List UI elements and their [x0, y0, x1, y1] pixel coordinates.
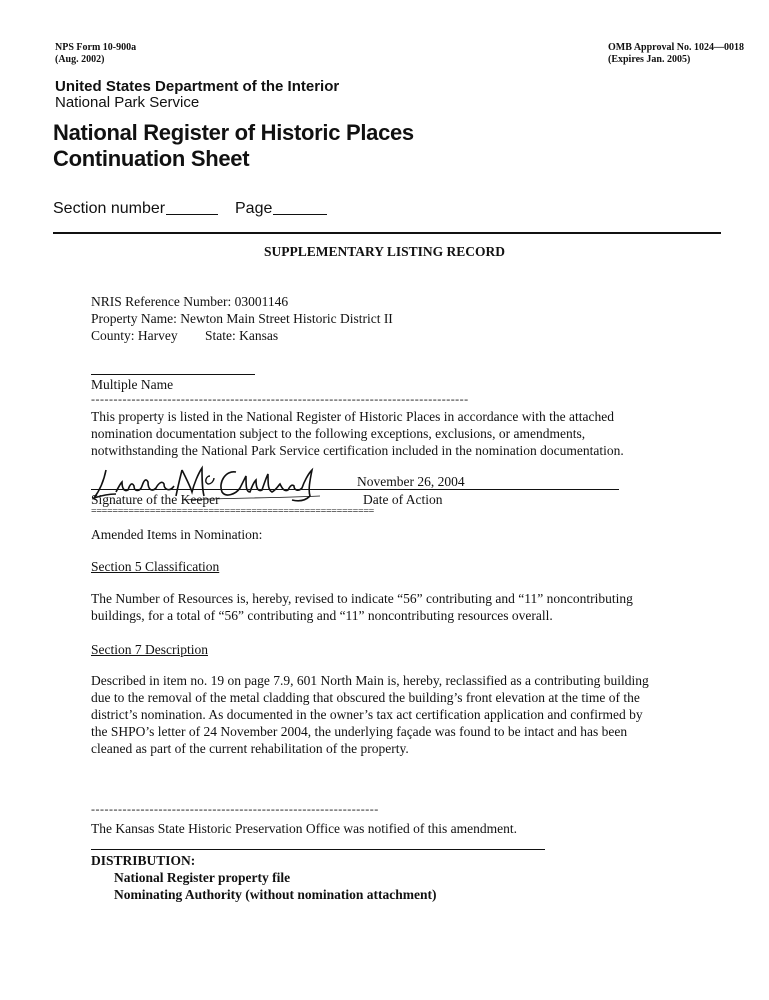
department-name: United States Department of the Interior: [55, 78, 340, 95]
header-divider: [53, 232, 721, 234]
action-date: November 26, 2004: [357, 474, 465, 489]
shpo-notice: The Kansas State Historic Preservation Office was notified of this amendment.: [91, 821, 518, 836]
multiple-name-rule: [91, 374, 255, 375]
amended-items-heading: Amended Items in Nomination:: [91, 527, 263, 542]
section-5-line: buildings, for a total of “56” contributing and “11” noncontributing resources overall.: [91, 608, 553, 623]
section-7-line: Described in item no. 19 on page 7.9, 601 North Main is, hereby, reclassified as a contributing building: [91, 673, 649, 688]
record-heading: SUPPLEMENTARY LISTING RECORD: [263, 244, 506, 259]
page-title: National Register of Historic Places: [53, 120, 414, 145]
dashed-separator: ------------------------------------------------------------------------------------: [91, 392, 469, 406]
signature-label: Signature of the Keeper: [91, 492, 220, 507]
signature-line: [91, 489, 619, 490]
date-of-action-label: Date of Action: [363, 492, 443, 507]
distribution-item: National Register property file: [114, 870, 291, 885]
page-subtitle: Continuation Sheet: [53, 146, 250, 171]
nris-reference: NRIS Reference Number: 03001146: [91, 294, 289, 309]
statement-line: nomination documentation subject to the following exceptions, exclusions, or amendments,: [91, 426, 586, 441]
omb-expires: (Expires Jan. 2005): [608, 54, 691, 65]
page-label: Page: [235, 200, 273, 217]
section-number-blank: [166, 214, 218, 215]
section-5-line: The Number of Resources is, hereby, revised to indicate “56” contributing and “11” noncontributing: [91, 591, 633, 606]
distribution-heading: DISTRIBUTION:: [91, 853, 196, 868]
county: County: Harvey: [91, 328, 178, 343]
multiple-name: Multiple Name: [91, 377, 174, 392]
double-rule-separator: =====================================================: [91, 506, 375, 517]
section-7-line: district’s nomination. As documented in the owner’s tax act certification application and confirmed by: [91, 707, 643, 722]
page-blank: [273, 214, 327, 215]
distribution-rule: [91, 849, 545, 850]
section-5-heading: Section 5 Classification: [91, 559, 220, 574]
form-number: NPS Form 10-900a: [55, 42, 137, 53]
section-number-label: Section number: [53, 200, 166, 217]
statement-line: notwithstanding the National Park Service certification included in the nomination documentation.: [91, 443, 624, 458]
footer-dashed-separator: ----------------------------------------------------------------: [91, 802, 379, 816]
statement-line: This property is listed in the National Register of Historic Places in accordance with the attached: [91, 409, 614, 424]
omb-approval: OMB Approval No. 1024—0018: [608, 42, 744, 53]
distribution-item: Nominating Authority (without nomination attachment): [114, 887, 437, 902]
section-7-line: cleaned as part of the current rehabilitation of the property.: [91, 741, 409, 756]
property-name: Property Name: Newton Main Street Historic District II: [91, 311, 393, 326]
section-7-heading: Section 7 Description: [91, 642, 208, 657]
service-name: National Park Service: [55, 94, 200, 111]
state: State: Kansas: [205, 328, 279, 343]
section-7-line: due to the removal of the metal cladding that obscured the building’s front elevation at the time of the: [91, 690, 640, 705]
form-date: (Aug. 2002): [55, 54, 105, 65]
section-7-line: the SHPO’s letter of 24 November 2004, the underlying façade was found to be intact and has been: [91, 724, 628, 739]
